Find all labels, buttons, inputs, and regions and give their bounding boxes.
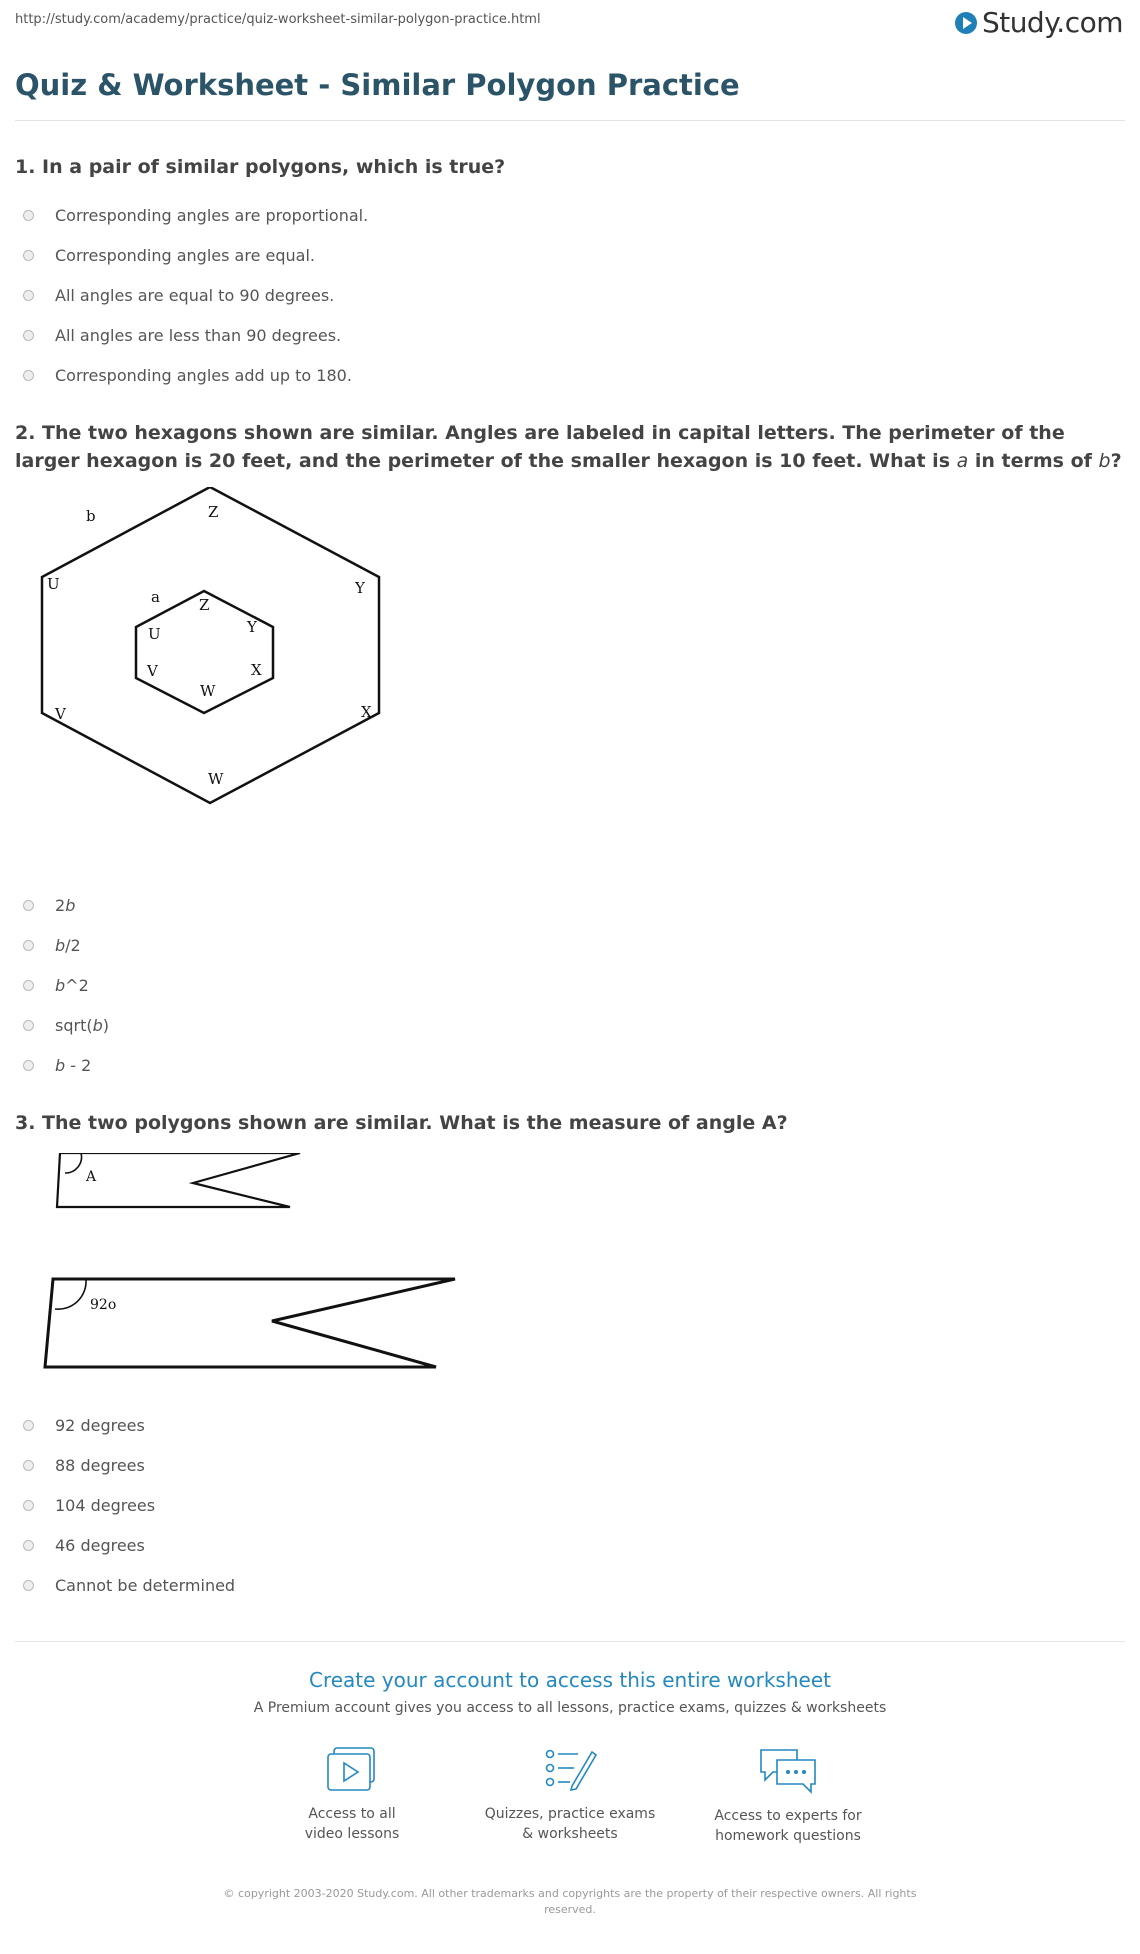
feature-video-lessons	[243, 1746, 461, 1846]
radio-button[interactable]	[23, 940, 34, 951]
question-1-title: 1. In a pair of similar polygons, which is true?	[15, 156, 506, 178]
radio-button[interactable]	[23, 210, 34, 221]
option-label	[55, 936, 81, 955]
create-account-link[interactable]: Create your account to access this entire worksheet	[309, 1668, 831, 1692]
option-label: 46 degrees	[55, 1535, 145, 1555]
question-1	[15, 153, 1140, 395]
answer-option[interactable]	[15, 275, 1140, 315]
question-3-options	[15, 1405, 1140, 1605]
question-2-options	[15, 885, 1140, 1085]
feature-quizzes	[461, 1746, 679, 1846]
premium-features	[15, 1746, 1125, 1846]
radio-button[interactable]	[23, 290, 34, 301]
title-text: ?	[1110, 450, 1122, 472]
video-lessons-icon	[324, 1746, 380, 1792]
inner-vertex-label: Z	[199, 596, 210, 614]
feature-line: video lessons	[304, 1826, 400, 1842]
question-1-options	[15, 195, 1140, 395]
radio-button[interactable]	[23, 1540, 34, 1551]
variable-b: b	[1098, 450, 1111, 472]
option-variable: b	[65, 895, 76, 915]
feature-line: & worksheets	[522, 1826, 618, 1842]
option-label: 104 degrees	[55, 1495, 156, 1515]
answer-option[interactable]	[15, 355, 1140, 395]
small-angle-label: A	[86, 1169, 97, 1185]
title-text: in terms of	[968, 450, 1099, 472]
radio-button[interactable]	[23, 1500, 34, 1511]
play-circle-icon	[955, 12, 977, 34]
option-text: )	[102, 1015, 109, 1035]
title-text: 2. The two hexagons shown are similar. Angles are labeled in capital letters. The perimeter of the larger hexagon is 20 feet, and the perimeter of the smaller hexagon is 10 feet. What is	[15, 422, 1065, 472]
option-label: 88 degrees	[55, 1455, 145, 1475]
large-angle-arc	[55, 1279, 86, 1309]
option-text: ^2	[65, 975, 89, 995]
inner-side-label: a	[151, 588, 160, 606]
answer-option[interactable]	[15, 1405, 1140, 1445]
answer-option[interactable]	[15, 1525, 1140, 1565]
small-angle-arc	[65, 1153, 82, 1173]
premium-signup-section	[15, 1641, 1125, 1918]
answer-option[interactable]	[15, 1045, 1140, 1085]
radio-button[interactable]	[23, 1460, 34, 1471]
option-text: 2	[55, 895, 66, 915]
feature-line: Access to all	[308, 1806, 396, 1822]
option-variable: b	[55, 975, 66, 995]
option-variable: b	[55, 1055, 66, 1075]
option-label: All angles are equal to 90 degrees.	[55, 285, 335, 305]
radio-button[interactable]	[23, 250, 34, 261]
question-2-title	[15, 419, 1125, 475]
option-variable: b	[92, 1015, 103, 1035]
large-angle-label: 92o	[90, 1297, 117, 1313]
option-label	[55, 976, 89, 995]
study-logo[interactable]	[955, 6, 1123, 39]
outer-vertex-label: V	[55, 705, 66, 723]
answer-option[interactable]	[15, 235, 1140, 275]
option-label: 92 degrees	[55, 1415, 145, 1435]
radio-button[interactable]	[23, 1060, 34, 1071]
answer-option[interactable]	[15, 965, 1140, 1005]
question-3	[15, 1109, 1140, 1605]
answer-option[interactable]	[15, 315, 1140, 355]
radio-button[interactable]	[23, 330, 34, 341]
answer-option[interactable]	[15, 1565, 1140, 1605]
option-label: Cannot be determined	[55, 1575, 236, 1595]
radio-button[interactable]	[23, 980, 34, 991]
notched-polygons-figure	[15, 1153, 475, 1393]
outer-vertex-label: X	[361, 703, 372, 721]
outer-side-label: b	[86, 507, 96, 525]
option-text: sqrt(	[55, 1015, 93, 1035]
option-label: Corresponding angles add up to 180.	[55, 365, 352, 385]
inner-vertex-label: Y	[247, 618, 257, 636]
inner-vertex-label: X	[251, 661, 262, 679]
copyright-footer: © copyright 2003-2020 Study.com. All other trademarks and copyrights are the property of their respective owners. All rights reserved.	[223, 1887, 917, 1916]
option-label	[55, 1056, 91, 1075]
feature-label	[679, 1806, 897, 1846]
question-2	[15, 419, 1140, 1085]
page-title: Quiz & Worksheet - Similar Polygon Practice	[15, 68, 1125, 121]
answer-option[interactable]	[15, 1485, 1140, 1525]
question-3-title: 3. The two polygons shown are similar. What is the measure of angle A?	[15, 1112, 788, 1134]
inner-vertex-label: V	[147, 662, 158, 680]
inner-vertex-label: W	[200, 682, 216, 700]
chat-bubbles-icon	[757, 1746, 819, 1794]
variable-a: a	[956, 450, 969, 472]
logo-text: Study.com	[981, 6, 1123, 39]
option-text: /2	[65, 935, 81, 955]
inner-vertex-label: U	[148, 625, 161, 643]
answer-option[interactable]	[15, 885, 1140, 925]
outer-vertex-label: U	[47, 575, 60, 593]
option-label: All angles are less than 90 degrees.	[55, 325, 342, 345]
outer-vertex-label: W	[208, 770, 224, 788]
quiz-checklist-icon	[542, 1746, 598, 1792]
option-label	[55, 896, 75, 915]
radio-button[interactable]	[23, 900, 34, 911]
page-url: http://study.com/academy/practice/quiz-worksheet-similar-polygon-practice.html	[15, 12, 541, 27]
option-label: Corresponding angles are equal.	[55, 245, 315, 265]
feature-label	[461, 1804, 679, 1844]
answer-option[interactable]	[15, 1005, 1140, 1045]
outer-hexagon	[42, 487, 379, 803]
radio-button[interactable]	[23, 370, 34, 381]
top-bar	[15, 0, 1140, 44]
radio-button[interactable]	[23, 1420, 34, 1431]
option-text: - 2	[65, 1055, 92, 1075]
answer-option[interactable]	[15, 195, 1140, 235]
feature-line: homework questions	[715, 1828, 861, 1844]
hexagons-figure	[15, 487, 435, 877]
option-label: Corresponding angles are proportional.	[55, 205, 369, 225]
feature-line: Access to experts for	[714, 1808, 862, 1824]
feature-label	[243, 1804, 461, 1844]
option-variable: b	[55, 935, 66, 955]
premium-subtitle: A Premium account gives you access to all lessons, practice exams, quizzes & worksheets	[253, 1700, 887, 1716]
feature-experts	[679, 1746, 897, 1846]
large-polygon	[45, 1279, 455, 1367]
answer-option[interactable]	[15, 925, 1140, 965]
answer-option[interactable]	[15, 1445, 1140, 1485]
option-label	[55, 1016, 109, 1035]
worksheet-page	[15, 0, 1140, 1918]
radio-button[interactable]	[23, 1020, 34, 1031]
outer-vertex-label: Y	[355, 579, 365, 597]
feature-line: Quizzes, practice exams	[484, 1806, 656, 1822]
outer-vertex-label: Z	[208, 503, 219, 521]
radio-button[interactable]	[23, 1580, 34, 1591]
